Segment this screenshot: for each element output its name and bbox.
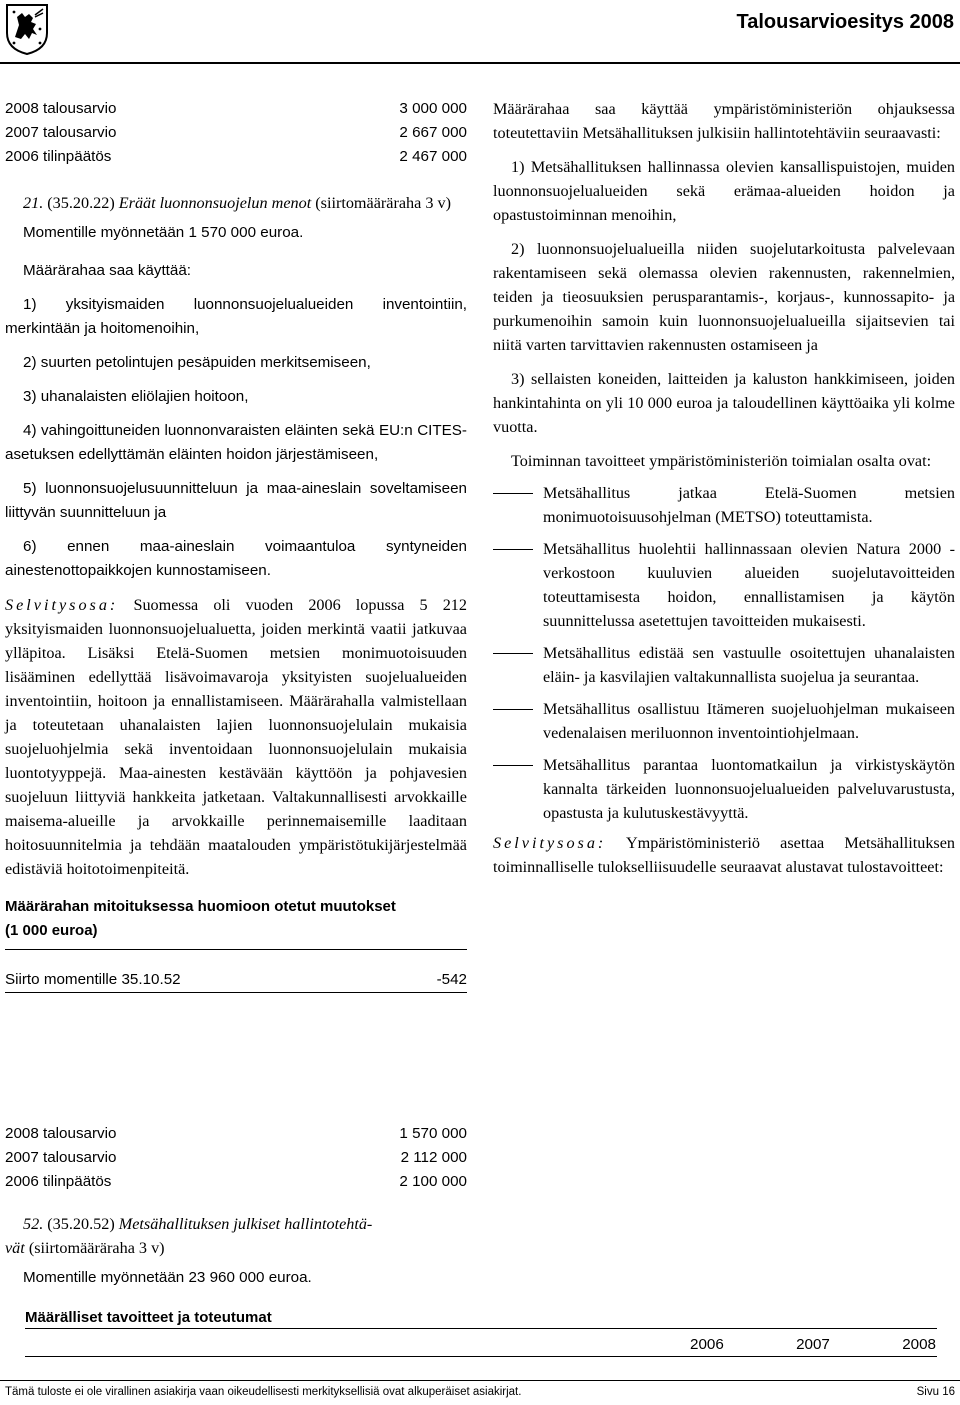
goal-text: Metsähallitus osallistuu Itämeren suojeluohjelman mukaiseen vedenalaisen meriluonnon inventointiohjelmaan. [543, 700, 955, 742]
budget-row [5, 145, 467, 169]
header-divider [0, 62, 960, 64]
usage-intro: Määrärahaa saa käyttää: [23, 262, 192, 279]
budget-row [5, 97, 467, 121]
budget-value: 2 667 000 [399, 124, 467, 141]
footer-divider [0, 1380, 960, 1381]
dash-marker [493, 753, 543, 825]
moment-code: (35.20.22) [47, 194, 115, 212]
granted-amount: Momentille myönnetään 1 570 000 euroa. [23, 224, 304, 241]
budget-label: 2006 tilinpäätös [5, 148, 112, 165]
budget-value: 1 570 000 [399, 1125, 467, 1142]
usage-item: 2) suurten petolintujen pesäpuiden merkitsemiseen, [23, 354, 371, 371]
changes-row [5, 968, 467, 993]
left-column [5, 97, 467, 993]
goal-text: Metsähallitus huolehtii hallinnassaan olevien Natura 2000 -verkostoon kuuluvien alueiden suojelutavoitteiden toteuttamisesta hoidon, ennallistamisen ja käytön suunnittelussa asetettujen tavoitteiden mukaisesti. [543, 540, 955, 630]
budget-row [5, 1170, 467, 1194]
changes-title: Määrärahan mitoituksessa huomioon otetut muutokset [5, 898, 396, 915]
budget-label: 2007 talousarvio [5, 1149, 117, 1166]
usage-item: 5) luonnonsuojelusuunnitteluun ja maa-aineslain soveltamiseen liittyvän suunnitteluun ja [5, 480, 467, 521]
selvitysosa-text: Suomessa oli vuoden 2006 lopussa 5 212 yksityismaiden luonnonsuojelualuetta, joiden merkintä vaatii jatkuvaa ylläpitoa. Lisäksi Etelä-Suomen metsien monimuotoisuuden lisääminen edellyttää lisävoimavaroja yksityisten suojelualueiden inventointiin, hoitoon ja ennallistamiseen. Määrärahalla valmistellaan ja toteutetaan uhanalaisten lajien luonnonsuojelulain mukaisia suojeluohjelmia sekä inventoidaan luonnonsuojelulain mukaisia luontotyyppejä. Maa-ainesten kestävään käyttöön ja pohjavesien suojeluun liittyviä hankkeita jatketaan. Valtakunnallisesti arvokkaille maisema-alueille ja arvokkaille perinnemaisemille laaditaan hoitosuunnitelmia ja tehdään maatalouden ympäristötukijärjestelmää edistäviä hoitotoimenpiteitä. [5, 596, 467, 878]
moment-title: Metsähallituksen julkiset hallintotehtä- [118, 1215, 373, 1233]
year-header: 2008 [902, 1336, 936, 1353]
goal-item [493, 697, 955, 745]
usage-item: 3) uhanalaisten eliölajien hoitoon, [23, 388, 249, 405]
goal-item [493, 481, 955, 529]
budget-value: 2 112 000 [400, 1149, 467, 1166]
usage-item: 1) yksityismaiden luonnonsuojelualueiden inventointiin, merkintään ja hoitomenoihin, [5, 296, 467, 337]
changes-unit: (1 000 euroa) [5, 922, 98, 939]
usage-item: 3) sellaisten koneiden, laitteiden ja kaluston hankkimiseen, joiden hankintahinta on yli 10 000 euroa ja taloudellinen käyttöaika yli kolme vuotta. [493, 370, 955, 436]
budget-table-top [5, 97, 467, 169]
budget-row [5, 121, 467, 145]
selvitysosa-paragraph [5, 593, 467, 881]
goals-table-title: Määrälliset tavoitteet ja toteutumat [25, 1309, 272, 1326]
usage-item: 4) vahingoittuneiden luonnonvaraisten eläinten sekä EU:n CITES-asetuksen edellyttämän eläinten hoidon järjestämiseen, [5, 422, 467, 463]
moment-type: (siirtomääräraha 3 v) [315, 194, 451, 212]
changes-header-rule [5, 943, 467, 950]
goals-table-top-rule [25, 1328, 937, 1329]
changes-label: Siirto momentille 35.10.52 [5, 971, 181, 988]
selvitysosa-text: Ympäristöministeriö asettaa Metsähallituksen toiminnalliselle tulokselliisuudelle seuraavat alustavat tulostavoitteet: [493, 834, 955, 876]
changes-value: -542 [436, 971, 467, 988]
moment-type: (siirtomääräraha 3 v) [28, 1239, 165, 1257]
page-number: Sivu 16 [916, 1386, 955, 1398]
page-footer [5, 1384, 955, 1400]
budget-label: 2006 tilinpäätös [5, 1173, 112, 1190]
usage-item: 2) luonnonsuojelualueilla niiden suojelutarkoitusta palvelevaan rakentamiseen sekä olemassa olevien rakennusten, rakennelmien, teiden ja tieosuuksien perusparantamis-, korjaus-, kunnossapito- ja purkumenoihin samoin kuin luonnonsuojelualueilla sijaitsevien tai niitä varten tarvittavien rakennusten ostamiseen ja [493, 240, 955, 354]
budget-row [5, 1146, 467, 1170]
budget-value: 3 000 000 [399, 100, 467, 117]
dash-marker [493, 697, 543, 745]
dash-marker [493, 641, 543, 689]
budget-label: 2008 talousarvio [5, 1125, 117, 1142]
changes-table [5, 895, 467, 993]
footer-notice: Tämä tuloste ei ole virallinen asiakirja vaan oikeudellisesti merkityksellisiä ovat alkuperäiset asiakirjat. [5, 1386, 522, 1398]
dash-marker [493, 481, 543, 529]
budget-row [5, 1122, 467, 1146]
year-header: 2006 [690, 1336, 724, 1353]
moment-number: 21. [23, 194, 44, 212]
right-column [493, 97, 955, 879]
year-header: 2007 [796, 1336, 830, 1353]
goal-item [493, 641, 955, 689]
budget-label: 2007 talousarvio [5, 124, 117, 141]
right-intro: Määrärahaa saa käyttää ympäristöministeriön ohjauksessa toteutettaviin Metsähallituksen julkisiin hallintotehtäviin seuraavasti: [493, 100, 955, 142]
moment-52-heading [5, 1212, 475, 1236]
usage-item: 1) Metsähallituksen hallinnassa olevien kansallispuistojen, muiden luonnonsuojelualueiden sekä erämaa-alueiden hoidon ja opastustoiminnan menoihin, [493, 158, 955, 224]
goals-intro: Toiminnan tavoitteet ympäristöministeriön toimialan osalta ovat: [511, 452, 932, 470]
goals-table-years [690, 1333, 936, 1357]
moment-code: (35.20.52) [47, 1215, 115, 1233]
dash-marker [493, 537, 543, 633]
goals-table-header-rule [25, 1356, 937, 1357]
finnish-lion-crest-icon [5, 3, 49, 55]
budget-value: 2 467 000 [399, 148, 467, 165]
goal-text: Metsähallitus edistää sen vastuulle osoitettujen uhanalaisten eläin- ja kasvilajien valtakunnallista suojelua ja seurantaa. [543, 644, 955, 686]
selvitysosa-paragraph [493, 831, 955, 879]
moment-52-heading-cont [5, 1236, 475, 1260]
moment-title: Eräät luonnonsuojelun menot [118, 194, 312, 212]
moment-number: 52. [23, 1215, 44, 1233]
goal-text: Metsähallitus jatkaa Etelä-Suomen metsien monimuotoisuusohjelman (METSO) toteuttamista. [543, 484, 955, 526]
budget-value: 2 100 000 [399, 1173, 467, 1190]
budget-label: 2008 talousarvio [5, 100, 117, 117]
selvitysosa-label: Selvitysosa: [493, 834, 607, 852]
goal-text: Metsähallitus parantaa luontomatkailun ja virkistyskäytön kannalta tärkeiden luonnonsuojelualueiden palveluvarustusta, opastusta ja kulutuskestävyyttä. [543, 756, 955, 822]
usage-item: 6) ennen maa-aineslain voimaantuloa syntyneiden ainestenottopaikkojen kunnostamiseen. [5, 538, 467, 579]
budget-table-bottom [5, 1122, 467, 1194]
moment-21-heading [5, 191, 467, 215]
goal-item [493, 753, 955, 825]
page-header [0, 0, 960, 64]
document-title: Talousarvioesitys 2008 [736, 11, 954, 33]
moment-52-section [5, 1212, 475, 1290]
goal-item [493, 537, 955, 633]
selvitysosa-label: Selvitysosa: [5, 596, 119, 614]
moment-title-cont: vät [5, 1239, 25, 1257]
granted-amount: Momentille myönnetään 23 960 000 euroa. [23, 1269, 312, 1286]
